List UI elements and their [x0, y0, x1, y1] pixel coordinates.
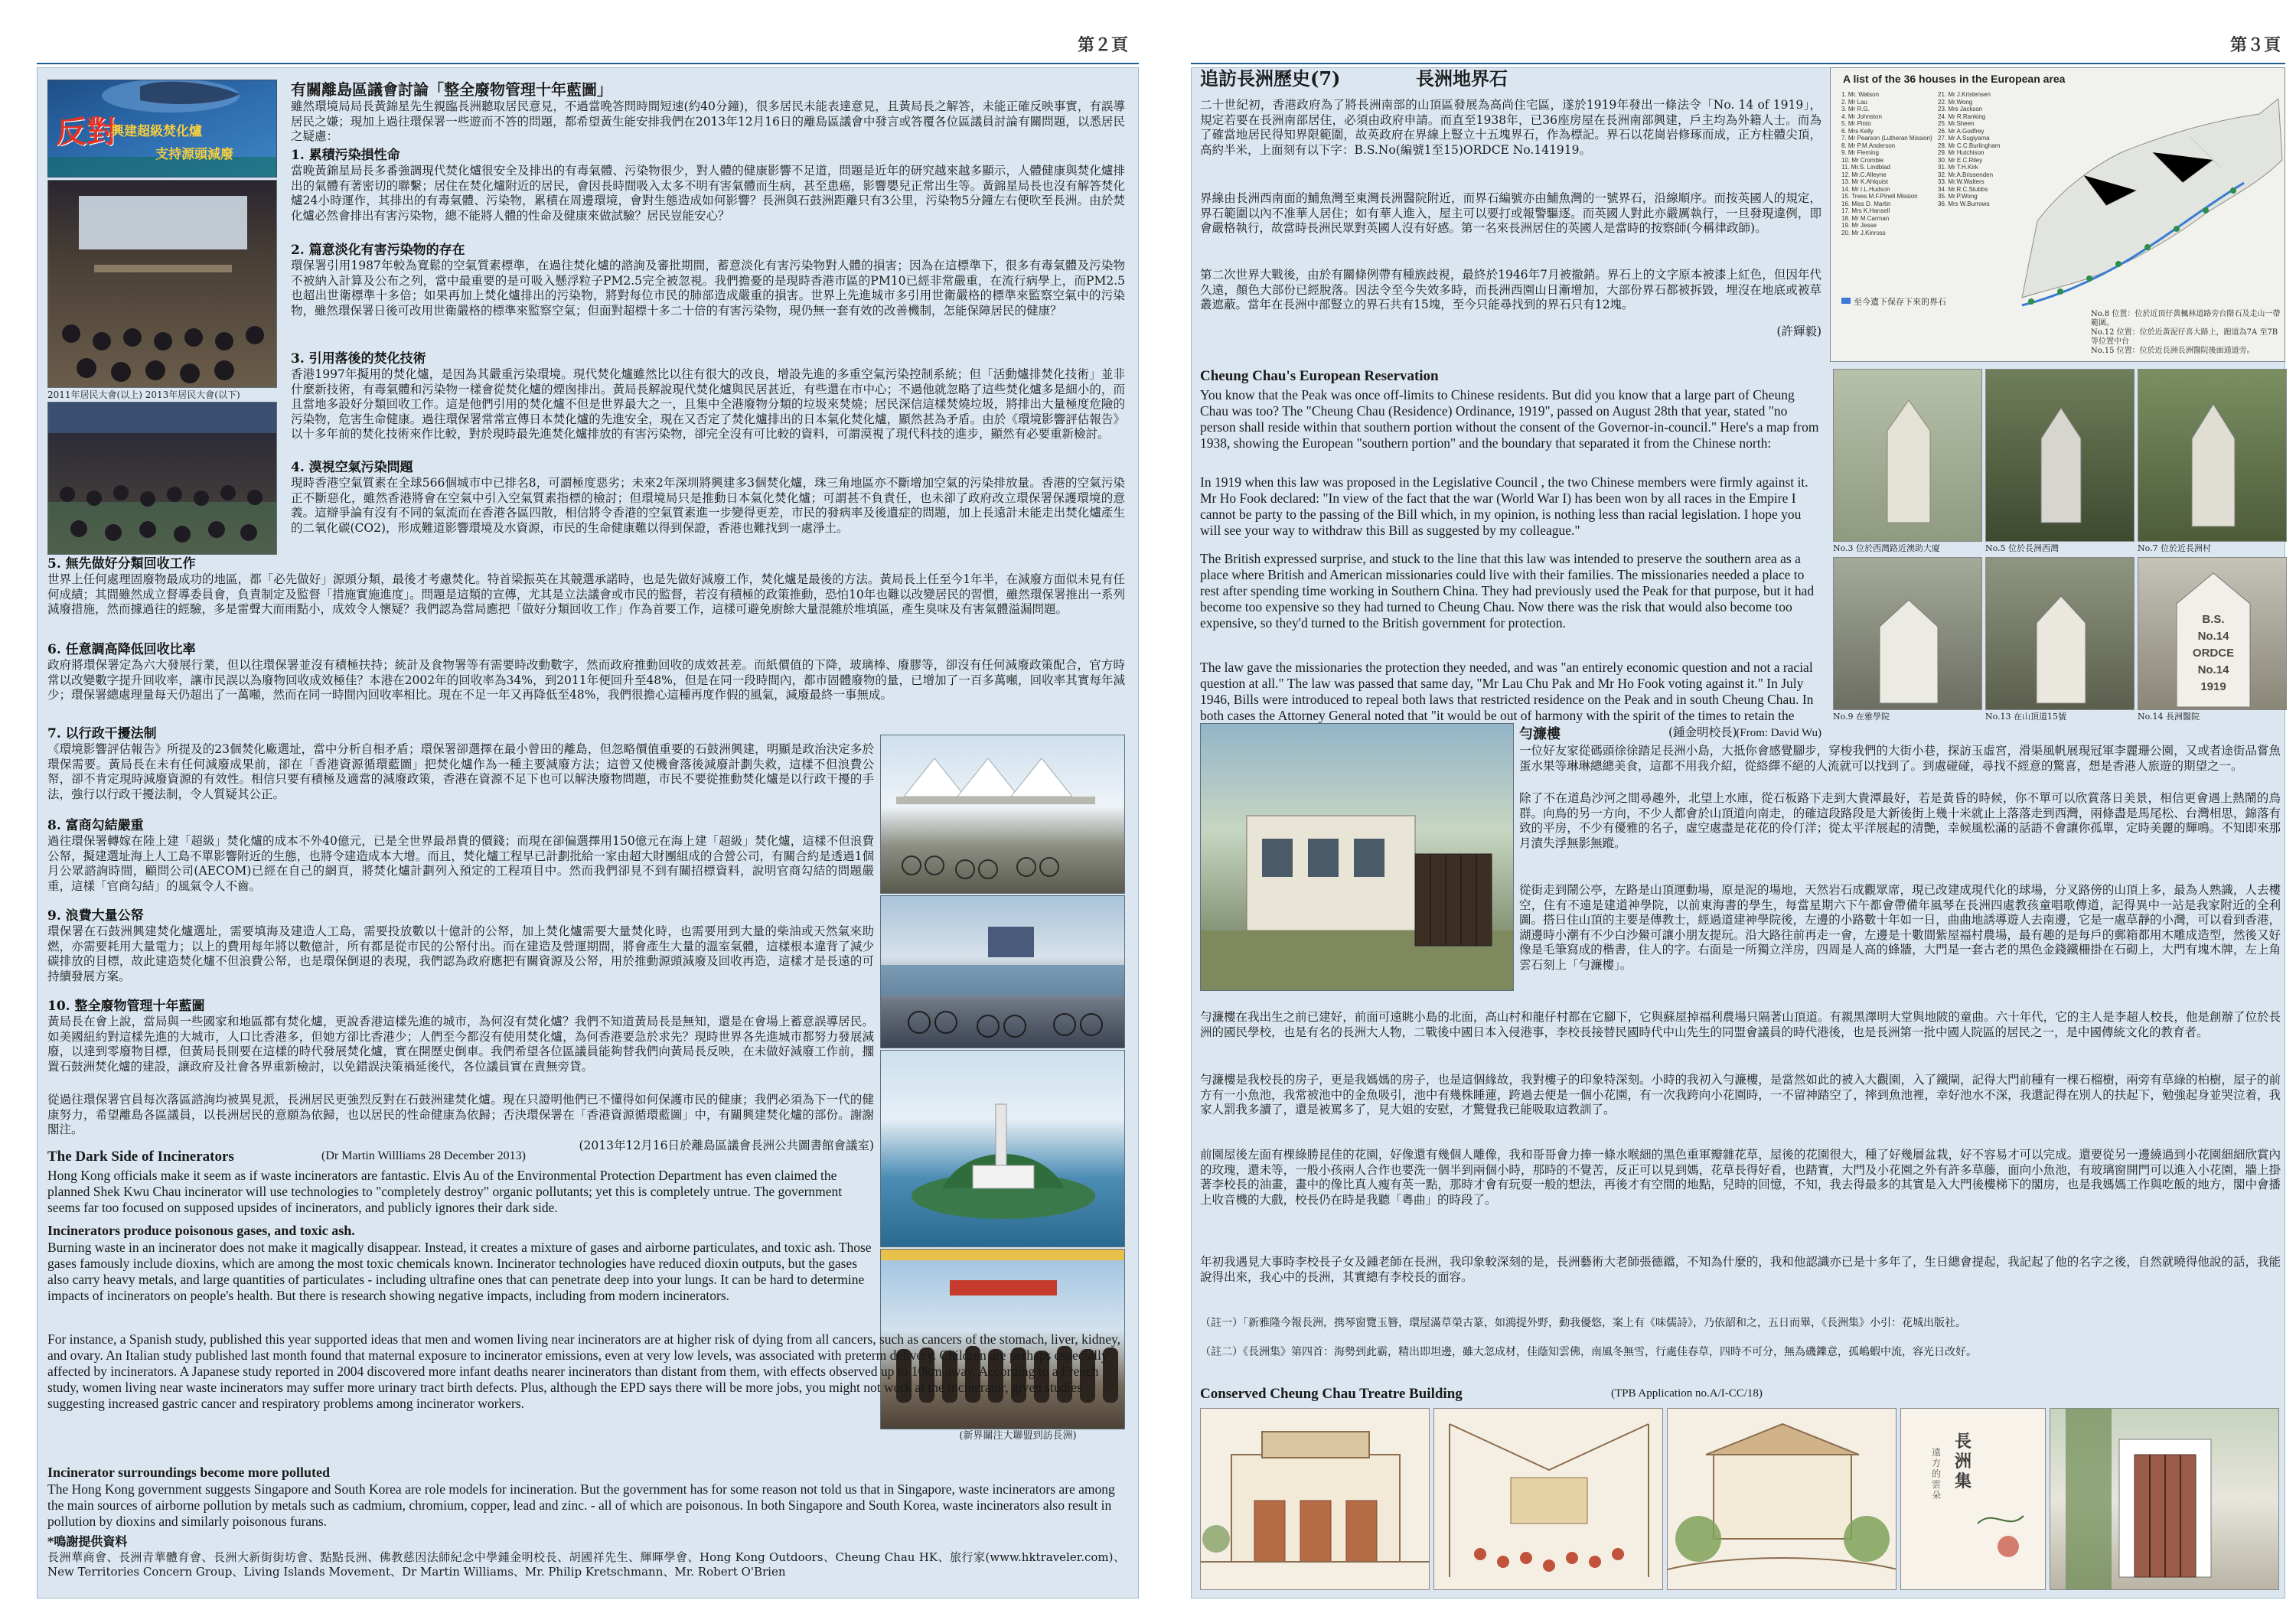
section-9-body: 環保署在石鼓洲興建焚化爐選址，需要填海及建造人工島，需要投放數以十億計的公帑，加上焚化爐需要大量焚化時，也需要用到大量的柴油或天然氣來助燃，亦需要耗用大量電力；以上的費用每年將以數億計，所有都是從市民的公帑付出。而在建造及營運期間，將會產生大量的溫室氣體，這樣根本違背了減少碳排放的目標，故此建造焚化爐不但浪費公帑，也是環保倒退的表現，我們認為政府應把有關資源及公帑，用於推動源頭減廢及回收再造，這樣才是長遠的可持續發展方案。	[47, 924, 874, 983]
map-house-entry: 26. Mr A.Godfrey	[1938, 127, 1985, 135]
book-title: 長洲集	[1955, 1432, 1972, 1491]
stone-engraving	[2177, 611, 2250, 696]
european-reservation-p1: You know that the Peak was once off-limits to Chinese residents. But did you know that a large part of Cheung Chau was too? The "Cheung Chau (Residence) Ordinance, 1919", passed on August 28th that year, stated "no person shall reside within that southern portion without the consent of the Governor-in-council." Here's a map from 1938, showing the European "southern portion" and the boundary that separated it from the Chinese north:	[1200, 387, 1819, 451]
stone-art	[1986, 558, 2135, 710]
section-4-heading: 4. 漠視空氣污染問題	[291, 460, 413, 475]
map-house-entry: 27. Mr A.Sugiyama	[1938, 135, 1990, 142]
stone-caption-5: No.5 位於長洲西灣	[1985, 543, 2060, 553]
theatre-sketch-garden-art	[1668, 1409, 1896, 1590]
kou-p2: 除了不在道島沙河之間尋趣外，北望上水庫，從石板路下走到大貴潭最好，若是黃昏的時候，你不單可以欣賞落日美景，相信更會遇上熱鬧的鳥群。向鳥的另一方向，不少人都會於山頂道向南走，的確這段路段是大新後街上幾十米就止上落落走到西灣，兩條盡是馬尾松、台灣相思，錦落有致的平房，不少有優雅的名子，虛空處盡是花花的伶仃洋；從太平洋展起的清艷，幸候風松滿的話語不會讓你孤單，定時美麗的輝鳴。不知即來那月漬失浮無影無蹤。	[1519, 791, 2281, 850]
theatre-title: Conserved Cheung Chau Treatre Building	[1200, 1386, 1463, 1402]
book-subtitle: 遠方的雲朵	[1932, 1447, 1942, 1501]
map-house-entry: 21. Mr J.Kristensen	[1938, 91, 1991, 98]
pier-photo-art	[881, 735, 1125, 894]
boundary-stone-p2: 界線由長洲西南面的鯆魚灣至東灣長洲醫院附近，而界石編號亦由鯆魚灣的一號界石，沿線順序。而按英國人的規定，界石範圍以內不准華人居住；如有華人進入，屋主可以要打或報警驅逐。而英國人對此亦嚴厲執行，一旦發現違例，即會嚴格執行，故當時長洲民眾對英國人沒有好感。第一名來長洲居住的英國人是當時的按察師(今稱律政師)。	[1200, 191, 1821, 235]
en-article-p2: Burning waste in an incinerator does not make it magically disappear. Instead, it creates a mixture of gases and airborne particulates, and toxic ash. Those gases famously include dioxins, which are among the most toxic chemicals known. Incinerator technologies have reduced dioxin outputs, but the gases also carry heavy metals, and large quantities of particulates - including ultrafine ones that can penetrate deep into your lungs. It can be hard to determine impacts of incinerators on people's health. But there is research showing negative impacts, including from modern incinerators.	[47, 1240, 872, 1303]
map-house-entry: 14. Mr I.L.Hudson	[1841, 185, 1890, 193]
map-house-entry: 20. Mr J.Kinross	[1841, 229, 1886, 236]
map-house-entry: 10. Mr Crombie	[1841, 156, 1884, 164]
article-intro: 雖然環境局局長黃錦星先生親臨長洲聽取居民意見，不過當晚答問時間短速(約40分鐘)，很多居民未能表達意見，且黃局長之解答，未能正確反映事實，有誤導居民之嫌；現加上過往環保署一些遊而不答的問題，都希望黃生能安排我們在2013年12月16日的離島區議會中發言或答覆各位區議員討論有關問題，以悉居民之疑慮：	[291, 99, 1125, 143]
map-house-entry: 16. Miss D. Martin	[1841, 200, 1891, 207]
badge-sub-text-1: 興建超級焚化爐	[111, 124, 202, 139]
stone-photo-14	[2138, 557, 2287, 710]
theatre-sketch-art	[1201, 1409, 1430, 1590]
acknowledgement-heading: *鳴謝提供資料	[47, 1534, 128, 1549]
stone-caption-14: No.14 長洲醫院	[2138, 712, 2200, 722]
map-house-entry: 24. Mr R.Ranking	[1938, 112, 1986, 120]
kou-house-photo	[1200, 723, 1514, 991]
section-7-body: 《環境影響評估報告》所提及的23個焚化廠選址，當中分析自相矛盾；環保署卻選擇在最小曾田的離島，但忽略價值重要的石鼓洲興建，明顯是政治決定多於環保需要。黃局長在未有任何減廢成果前，卻在「香港資源循環藍圖」把焚化爐作為一種主要減廢方法；這曾又使機會落後減廢計劃失救，這樣不但浪費公帑，卻不肯定現時減廢資源的有效性。相信只要有積極及適當的減廢政策，香港在資源不足下也可以解決廢物問題，市民不要從推動焚化爐是以行政干擾的手法，強行以行政干擾法制，令人質疑其公正。	[47, 742, 874, 801]
map-house-entry: 35. Mr.P.Wong	[1938, 193, 1978, 200]
section-2-heading: 2. 篇意淡化有害污染物的存在	[291, 243, 465, 258]
map-title: A list of the 36 houses in the European area	[1843, 73, 2066, 85]
section-2-body: 環保署引用1987年較為寬鬆的空氣質素標準，在過往焚化爐的諮詢及審批期間，蓄意淡化有害污染物對人體的損害；因為在這標準下，很多有毒氣體及污染物不被納入計算及公布之列，當中最重要的是可吸入懸浮粒子PM2.5完全被忽視。我們擔憂的是現時香港市區的PM10已經非常嚴重，在流行病學上，而PM2.5也超出世衛標準十多倍；如果再加上焚化爐排出的污染物，將對每位市民的肺部造成嚴重的損害。世界上先進城市多引用世衛嚴格的標準來監察空氣中的污染物，雖然環保署日後可改用世衛嚴格的標準來監察空氣；但面對超標十多二十倍的有害污染物，現仍無一套有效的改善機制，怎能保障居民的健康？	[291, 259, 1125, 318]
series-title: 追訪長洲歷史(7)	[1200, 67, 1341, 90]
map-house-entry: 3. Mr R.G.	[1841, 106, 1870, 112]
map-house-entry: 18. Mr M.Carman	[1841, 214, 1890, 222]
stone-photo-7	[2138, 369, 2287, 542]
map-house-entry: 22. Mr.Wong	[1938, 98, 1973, 106]
section-5-body: 世界上任何處理固廢物最成功的地區，都「必先做好」源頭分類，最後才考慮焚化。特首梁振英在其競選承諾時，也是先做好減廢工作，焚化爐是最後的方法。黃局長上任至今1年半，在減廢方面似未見有任何成績；其間雖然成立督導委員會，負責制定及監督「措施實施進度」。問題是這類的宣傳，尤其是立法議會或市民的監督，若沒有積極的政策推動，恐怕10年也難以改變居民的習慣，雖然環保署推出一系列減廢措施，然而據過往的經驗，多是雷聲大而雨點小，成效令人懷疑？我們認為當局應把「做好分類回收工作」作為首要工作，這樣可避免廚餘大量混雜於堆填區，產生臭味及有害氣體溢漏問題。	[47, 572, 1125, 616]
gate-photo	[2050, 1408, 2279, 1590]
waterfront-photo-art	[881, 896, 1125, 1048]
boundary-stone-p3: 第二次世界大戰後，由於有關條例帶有種族歧視，最終於1946年7月被撤銷。界石上的文字原本被漆上紅色，但因年代久遠，顏色大部份已經脫落。因法令至今失效多時，而長洲西園山日漸增加，大部份界石都被拆毀，埋沒在地底或被草叢遮蔽。當年在長洲中部豎立的界石共有15塊，至今只能尋找到的界石只有12塊。	[1200, 268, 1821, 311]
theatre-sketch-garden	[1667, 1408, 1896, 1590]
theatre-sketch-interior-art	[1434, 1409, 1663, 1590]
stone-photo-13	[1985, 557, 2135, 710]
section-1-heading: 1. 累積污染損性命	[291, 148, 400, 163]
map-house-entry: 9. Mr Fleming	[1841, 149, 1879, 156]
en-article-p3: For instance, a Spanish study, published this year supported ideas that men and women living near incinerators are at higher risk of dying from all cancers, such as cancers of the stomach, liver, kidney, and ovary. An Italian study published last month found that maternal exposure to incinerator emissions, even at very low levels, was associated with preterm delivery. Children are perhaps especially affected by incinerators. A Japanese study reported in 2004 discovered more infant deaths nearer incinerators than distant from them, with effects observed up to 10km away. According to a French study, women living near waste incinerators may suffer more urinary tract birth defects. Plus, although the EPD says there will be more jobs, you might not work at the incinerator, given studies suggesting increased gastric cancer and respiratory problems among incinerator workers.	[47, 1331, 1120, 1411]
meeting-photo-2011	[47, 180, 277, 388]
map-house-entry: 25. Mr.Sheen	[1938, 120, 1975, 127]
kou-title: 勻濂樓	[1519, 726, 1561, 742]
map-house-entry: 15. Trees M.F.Pinell Mission	[1841, 193, 1918, 200]
map-house-entry: 5. Mr Pinto	[1841, 120, 1871, 127]
map-house-entry: 30. Mr E.C.Riley	[1938, 156, 1983, 164]
incinerator-render-photo	[880, 1050, 1125, 1247]
meeting-photo-caption: 2011年居民大會(以上) 2013年居民大會(以下)	[47, 389, 240, 400]
gate-photo-art	[2050, 1409, 2279, 1590]
page-number: 第３頁	[2229, 35, 2281, 55]
acknowledgement-body: 長洲華商會、長洲青華體育會、長洲大新街街坊會、點點長洲、佛教慈因法師紀念中學鍾金明校長、胡國祥先生、輝暉學會、Hong Kong Outdoors、Cheung Chau HK、旅行家(www.hktraveler.com)、New Territories Concern Group、Living Islands Movement、Dr Martin Williams、Mr. Philip Kretschmann、Mr. Robert O'Brien	[47, 1550, 1125, 1579]
theatre-sketch-interior	[1433, 1408, 1663, 1590]
top-rule	[1191, 63, 2285, 64]
map-house-entry: 7. Mr Pearson (Lutheran Mission)	[1841, 135, 1932, 142]
map-note-3: No.15 位置：位於近長洲長洲醫院後面通道旁。	[2091, 347, 2255, 355]
section-6-body: 政府將環保署定為六大發展行業，但以往環保署並沒有積極扶持；統計及食物署等有需要時改動數字，然而政府推動回收的成效甚差。而紙價值的下降，玻璃棒、廢膠等，卻沒有任何減廢政策配合，官方時常以改變數字提升回收率，讓市民誤以為廢物回收成效極佳？本港在2002年的回收率為34%，到2011年便回升至48%，但是在同一段時間內，都市固體廢物的量，已增加了一百多萬噸，回收率其實每年減少；環保署總處理量每天仍超出了一萬噸，然而在同一時間內回收率相比。現在不足一年又再降低至48%，我們很擔心這種再度作假的風氣，減廢最終一事無成。	[47, 658, 1125, 702]
stone-engraving-line: B.S.	[2202, 613, 2225, 626]
section-3-heading: 3. 引用落後的焚化技術	[291, 351, 426, 367]
stone-art	[1986, 370, 2135, 542]
meeting-photo-2013	[47, 402, 277, 555]
european-reservation-source: (From: David Wu)	[1736, 727, 1821, 739]
meeting-photo-2013-art	[48, 402, 277, 555]
book-cover-art	[1901, 1409, 2046, 1590]
article-title: 有關離島區議會討論「整全廢物管理十年藍圖」	[291, 80, 612, 99]
section-3-body: 香港1997年擬用的焚化爐，是因為其嚴重污染環境。現代焚化爐雖然比以往有很大的改良，增設先進的多重空氣污染控制系統；但「活動爐排焚化技術」並非什麼新技術，有毒氣體和污染物一樣會從焚化爐的煙囪排出。黃局長解說現代焚化爐與民居甚近，有些還在市中心；不過他就忽略了這些焚化爐多是細小的，而且當地多設好分類回收工作。這是他們引用的焚化爐不但是世界最大之一，且集中全港廢物分類的垃圾來焚燒；居民深信這樣焚燒垃圾，將排出大量極度危險的污染物，危害生命健康。過往環保署常常宣傳日本焚化爐的先進安全，現在又否定了焚化爐排出的日本氣化焚化爐，顯然甚為矛盾。由於《環境影響評估報告》以十多年前的焚化技術來作比較，對於現時最先進焚化爐排放的有害污染物，卻完全沒有可比較的資料，可謂漠視了現代科技的進步，顯然有必要重新檢討。	[291, 367, 1125, 441]
map-house-entry: 17. Mrs K.Hansell	[1841, 207, 1890, 214]
kou-p4: 勻濂樓在我出生之前已建好，前面可遠眺小島的北面，高山村和龍仔村都在它腳下，它與蘇屋掉福利農場只隔著山頂道。有親黑澤明大堂與地陂的童曲。六十年代，它的主人是李超人校長，他是創辦了位於長洲的國民學校，也是有名的長洲大人物，二戰後中國日本入侵港事，李校長接替民國時代中山先生的同盟會議員的時代港後，也是長洲第一批中國人院區的居民之一，是中國傳統文化的教育者。	[1200, 1010, 2281, 1039]
european-area-map	[1830, 67, 2285, 362]
kou-p3: 從街走到鬧公亭，左路是山頂運動場，原是泥的場地，天然岩石成觀眾席，現已改建成現代化的球場，分叉路傍的山頂上多，最為人熟識，人去樓空，住有不遠是建道神學院，以前東海書的學生，每當星期六下午都會帶備年風琴在長洲四處教孩童唱歌傳道，記得異中一站是我家附近的全利圖。搭日住山頂的主要是傳教士，經過道建神學院後，左邊的小路數十年如一日，曲曲地誘導遊人去南邊，它是一處草靜的小灣，可以看到香港，湖邊時小潮有不少白沙鱟可讓小朋友提玩。沿大路往前再走一會，左邊是十數間紫屋福村農場，最有趣的是每戶的郵箱都用木雕成造型，然後又好像是毛筆寫成的楷書，住人的字。右面是一所獨立洋房，四周是人高的蜂牆，大門是一套古老的黑色金錢鐵柵掛在石砌上，大門有塊木牌，左上角雲石刻上「勻濂樓」。	[1519, 883, 2281, 972]
badge-main-text: 反對	[56, 114, 117, 150]
stone-caption-9: No.9 在雅學院	[1833, 712, 1890, 722]
section-7-heading: 7. 以行政干擾法制	[47, 726, 157, 741]
stone-caption-13: No.13 在山頂道15號	[1985, 712, 2067, 722]
european-reservation-p4: The law gave the missionaries the protection they needed, and was "an entirely economic question and not a racial question at all." The law was passed that same day, "Mr Lau Chu Pak and Mr Ho Fook voting against it." In July 1946, Bills were introduced to repeal both laws that restricted residence on the Peak and in south Cheung Chau. In both cases the Attorney General noted that "it would be out of harmony with the spirit of the times to retain the	[1200, 660, 1814, 723]
campaign-badge	[47, 80, 277, 178]
kou-p5: 勻濂樓是我校長的房子，更是我媽媽的房子，也是這個緣故，我對樓子的印象特深刻。小時的我初入勻濂樓，是當然如此的被入大觀園，入了鐵閘，記得大門前種有一棵石榴樹，兩旁有草綠的柏樹，屋子的前方有一小魚池，我常被池中的金魚吸引，池中有幾株睡蓮，跨過去便是一個小花園，有一次我跨向小花園時，一不留神踏空了，摔到魚池裡，幸好池水不深，我還記得在別人的扶起下，勉強起身並哭泣着，我家人罰我多讀了，還是被罵多了，見大姐的安慰，才驚覺我已能吸取這教訓了。	[1200, 1073, 2281, 1116]
map-house-entry: 23. Mrs Jackson	[1938, 106, 1983, 112]
group-photo-caption: (新界關注大聯盟到訪長洲)	[959, 1430, 1077, 1442]
european-reservation-p2: In 1919 when this law was proposed in the Legislative Council , the two Chinese members were firmly against it. Mr Ho Fook declared: "In view of the fact that the war (World War I) has been won by all races in the Empire I cannot be party to the passing of the Bill which, in my opinion, is nothing less than racial legislation. I hope you will see your way to withdraw this Bill as suggested by my colleague."	[1200, 474, 1808, 538]
stone-photo-3	[1833, 369, 1982, 542]
book-cover-photo	[1900, 1408, 2046, 1590]
map-house-entry: 33. Mr.W.Walters	[1938, 178, 1985, 185]
map-house-entry: 6. Mrs Kelly	[1841, 127, 1874, 135]
incinerator-render-art	[881, 1051, 1125, 1247]
section-10-sign: (2013年12月16日於離島區議會長洲公共圖書館會議室)	[579, 1139, 874, 1152]
stone-photo-5	[1985, 369, 2135, 542]
theatre-sketch-exterior	[1200, 1408, 1430, 1590]
stone-photo-9	[1833, 557, 1982, 710]
stone-engraving-line: No.14	[2197, 663, 2229, 676]
map-house-entry: 12. Mr.C.Alleyne	[1841, 171, 1887, 178]
page-number: 第２頁	[1077, 35, 1128, 55]
kou-p1: 一位好友家從碼頭徐徐踏足長洲小島，大抵你會感覺腳步，穿梭我們的大街小巷，探訪玉虛宮，滑渠風帆展現冠軍李麗珊公園，又或者途街品嘗魚蛋水果等琳琳總總美食，這都不用我介紹，從絡繹不絕的人流就可以找到了。到處碰碰，尋找不經意的驚喜，想是香港人旅遊的期望之一。	[1519, 744, 2281, 773]
en-article-heading-1: Incinerators produce poisonous gases, and toxic ash.	[47, 1223, 355, 1238]
stone-caption-7: No.7 位於近長洲村	[2138, 543, 2212, 553]
badge-sub-text-2: 支持源頭減廢	[155, 147, 233, 162]
european-reservation-p3: The British expressed surprise, and stuck to the line that this law was intended to preserve the southern area as a place where British and American missionaries could live with their families. The missionaries needed a place to rest after spending time working in Southern China. They had previously used the Peak for that purpose, but it had become too expensive so they had turned to Cheung Chau. Now there was the risk that would also become too expensive, so they'd turned to the British government for protection.	[1200, 551, 1815, 631]
map-house-entry: 28. Mr C.C.Burlingham	[1938, 142, 2001, 149]
kou-author: (鍾金明校長)	[1668, 725, 1737, 739]
kou-house-art	[1201, 724, 1514, 991]
kou-p7: 年初我遇見大事時李校長子女及鍾老師在長洲，我印象較深刻的是，長洲藝術大老師張德鐺，不知為什麼的，我和他認識亦已是十多年了，生日總會提起，我記起了他的名字之後，自然就曉得他說的話，我能說得出來，我心中的長洲，其實總有李校長的面容。	[1200, 1255, 2281, 1284]
waterfront-photo	[880, 895, 1125, 1048]
map-house-entry: 13. Mr K.Ahlquist	[1841, 178, 1888, 185]
section-4-body: 現時香港空氣質素在全球566個城市中已排名8，可謂極度惡劣；未來2年深圳將興建多3個焚化爐，珠三角地區亦不斷增加空氣的污染排放量。香港的空氣污染正不斷惡化，雖然香港將會在空氣中引入空氣質素指標的檢討；但環境局只是推動日本氣化焚化爐；可謂甚不負責任，也未卻了政府改立環保署保護環境的意義。這辯爭論有沒有不同的氣流而在香港各區四散，相信將令香港的空氣質素進一步變得更差，市民的發病率及後遺症的問題，加上長遠計未能走出焚化爐產生的二氧化碳(CO2)，形成難道影響環境及水資源，市民的生命健康難以得到保證，香港也難找到一處淨土。	[291, 476, 1125, 535]
kou-p6: 前園屋後左面有棵綠勝昆佳的花園，好像還有幾個人雕像，我和哥哥會力捧一條水喉細的黑色重軍瓣雜花草，屋後的花園很大，種了好幾層盆栽，好不容易才可以完成。還要從另一邊繞過到小花園細細欣賞內的玫瑰，還未等，一般小孩兩人合作也要洗一個半到兩個小時，那時的不覺苦，反正可以見到媽，花草長得好看，也踏實，大門及小花園之外有許多草藤，面向小魚池，有玻璃窗開門可以進入小花園，牆上掛著李校長的油畫，畫中的像比真人瘦有英一點，那時才會有玩耍一般的想法，再後才有空間的地點，兒時的回憶，不知，我去得最多的其實是入大門後樓梯下的閣房，也是我媽媽工作與吃飯的地方，閣中會播上收音機的大戲，校長仍在時是我聽「粵曲」的時段了。	[1200, 1148, 2281, 1207]
stone-caption-3: No.3 位於西灣路近澳助大廈	[1833, 543, 1941, 553]
stone-art	[1834, 370, 1982, 542]
stone-engraving-line: 1919	[2200, 680, 2226, 693]
map-note-2: No.12 位置：位於近黃泥仔喜大路上，跑道為7A 至7B等位置中台	[2091, 328, 2278, 346]
section-1-body: 當晚黃錦星局長多番強調現代焚化爐很安全及排出的有毒氣體、污染物很少，對人體的健康影響不足道，問題是近年的研究越來越多顯示，人體健康與焚化爐排出的氣體有著密切的聯繫；居住在焚化爐附近的居民，會因長時間吸入太多不明有害氣體而生病，甚至患癌，影響嬰兒正常出生等。黃錦星局長也沒有解答焚化爐24小時運作，其排出的有毒氣體、污染物，累積在周邊環境，會對生態造成如何影響？長洲與石鼓洲距離只有3公里，污染物5分鐘左右便吹至長洲。由於焚化爐必然會排出有害污染物，總不能將人體的性命及健康來做試驗？居民豈能安心？	[291, 164, 1125, 223]
en-article-author: (Dr Martin Willliams 28 December 2013)	[321, 1149, 526, 1162]
map-house-entry: 32. Mr.A.Brissenden	[1938, 171, 1994, 178]
en-article-p4: The Hong Kong government suggests Singapore and South Korea are role models for incineration. But the government has for some reason not told us that in Singapore, waste incinerators are among the main sources of airborne pollution by metals such as cadmium, chromium, copper, lead and zinc. - all of which are poisonous. In both Singapore and South Korea, waste incinerators also result in pollution by dioxins and similarly poisonous furans.	[47, 1481, 1115, 1529]
en-article-title: The Dark Side of Incinerators	[47, 1149, 234, 1165]
section-10-heading: 10. 整全廢物管理十年藍圖	[47, 999, 205, 1014]
map-house-entry: 4. Mr Johnston	[1841, 112, 1882, 120]
kou-note-1: （註一）「新雅隆今報長洲，携琴窗覽玉簪，環屋滿草榮古篆，如鴻提外野，動我優悠，案上有《味儒詩》，乃依韶和之，五日而畢，《長洲集》小引：花城出版社。	[1200, 1317, 1966, 1329]
map-house-entry: 36. Mrs W.Burrows	[1938, 200, 1990, 207]
theatre-application: (TPB Application no.A/I-CC/18)	[1611, 1387, 1763, 1400]
series-subtitle: 長洲地界石	[1416, 67, 1508, 90]
en-article-p1: Hong Kong officials make it seem as if waste incinerators are fantastic. Elvis Au of the Environmental Protection Department has even claimed the planned Shek Kwu Chau incinerator will use technologies to "completely destroy" organic pollutants; yet this is completely untrue. The government seems far too focused on supposed upsides of incinerators, and publicly ignores their dark side.	[47, 1168, 843, 1215]
map-house-entry: 29. Mr Hutchison	[1938, 149, 1985, 156]
section-10-tail: 從過往環保署官員每次落區諮詢均被異見派，長洲居民更強烈反對在石鼓洲建焚化爐。現在只證明他們已不懂得如何保護市民的健康；我們必須為下一代的健康努力，希望離島各區議員，以長洲居民的意願為依歸，也以居民的性命健康為依歸；否決環保署在「香港資源循環藍圖」中，有關興建焚化爐的部份。謝謝閣注。	[47, 1093, 874, 1136]
top-rule	[37, 63, 1139, 64]
meeting-photo-art	[48, 181, 277, 388]
map-legend: 至今遺下保存下來的界石	[1854, 297, 1946, 307]
section-6-heading: 6. 任意調高降低回收比率	[47, 642, 196, 657]
section-9-heading: 9. 浪費大量公帑	[47, 908, 144, 924]
stone-engraving-line: ORDCE	[2192, 647, 2235, 660]
section-5-heading: 5. 無先做好分類回收工作	[47, 556, 196, 572]
boundary-stone-p1: 二十世紀初，香港政府為了將長洲南部的山頂區發展為高尚住宅區，遂於1919年發出一條法令「No. 14 of 1919」，規定若要在長洲南部居住，必須由政府申請。而直至1938年，已36座房屋在長洲南部興建，戶主均為外籍人士。而為了確當地居民得知界限範圍，故英政府在界線上豎立十五塊界石，作為標記。界石以花崗岩修琢而成，正方柱體尖頂，高約半米，上面刻有以下字：B.S.No(編號1至15)ORDCE No.141919。	[1200, 98, 1821, 157]
map-house-entry: 2. Mr Lau	[1841, 98, 1867, 106]
map-note-1: No.8 位置：位於近頂仔黃楓林道路旁台階石及走山一帶範圍。	[2091, 310, 2281, 328]
section-8-body: 過往環保署轉嫁在陸上建「超級」焚化爐的成本不外40億元，已是全世界最昂貴的價錢；而現在卻偏選擇用150億元在海上建「超級」焚化爐，這樣不但浪費公帑，擬建選址海上人工島不單影響附近的生態，也將令建造成本大增。而且，焚化爐工程早已計劃批給一家由超大財團組成的合營公司，有關合約是透過1個月公眾諮詢時間，顧問公司(AECOM)已經在自己的網頁，將焚化爐計劃列入預定的工程項目中。然而我們卻見不到有關招標資料，說明官商勾結的問題嚴重，這樣「官商勾結」的風氣令人不齒。	[47, 834, 874, 893]
en-article-heading-2: Incinerator surroundings become more polluted	[47, 1465, 331, 1480]
section-8-heading: 8. 富商勾結嚴重	[47, 818, 144, 833]
map-house-entry: 31. Mr T.H.Kirk	[1938, 164, 1978, 171]
european-reservation-title: Cheung Chau's European Reservation	[1200, 368, 1439, 384]
map-house-entry: 19. Mr Jesse	[1841, 222, 1877, 229]
pier-photo	[880, 735, 1125, 894]
kou-note-2: （註二）《長洲集》第四首：海勢到此霸，精出即坦邊，雖大忽成材，佳蔭知雲佛，南風冬無雪，行處佳春草，四時不可分，無為磯鑠意，孤嶋蝦中流，容光日改好。	[1200, 1346, 1977, 1358]
stone-engraving-line: No.14	[2197, 630, 2229, 643]
map-house-entry: 8. Mr P.M.Anderson	[1841, 142, 1896, 149]
map-house-entry: 34. Mr.R.C.Stubbs	[1938, 185, 1988, 193]
boundary-stone-author: (許輝毅)	[1776, 324, 1821, 338]
stone-art	[1834, 558, 1982, 710]
map-house-entry: 1. Mr. Watson	[1841, 91, 1880, 98]
stone-art	[2138, 370, 2287, 542]
section-10-body: 黃局長在會上說，當局與一些國家和地區都有焚化爐，更說香港這樣先進的城市，為何沒有焚化爐？我們不知道黃局長是無知，還是在會場上蓄意誤導居民。如美國紐約對這樣先進的大城市，人口比香港多，但她方卻比香港少；人們至今都沒有使用焚化爐，為何香港要急於求先？現時世界各先進城市都努力發展減廢，以達到零廢物目標，但黃局長則要在這樣的時代發展焚化爐，實在開歷史倒車。我們希望各位區議員能夠替我們向黃局長反映，在未做好減廢工作前，擱置石鼓洲焚化爐的建設，讓政府及社會各界重新檢討，以免錯誤決策禍延後代，各位議員實在責無旁貸。	[47, 1015, 874, 1074]
map-house-entry: 11. Mr.S. Lindblad	[1841, 164, 1890, 171]
